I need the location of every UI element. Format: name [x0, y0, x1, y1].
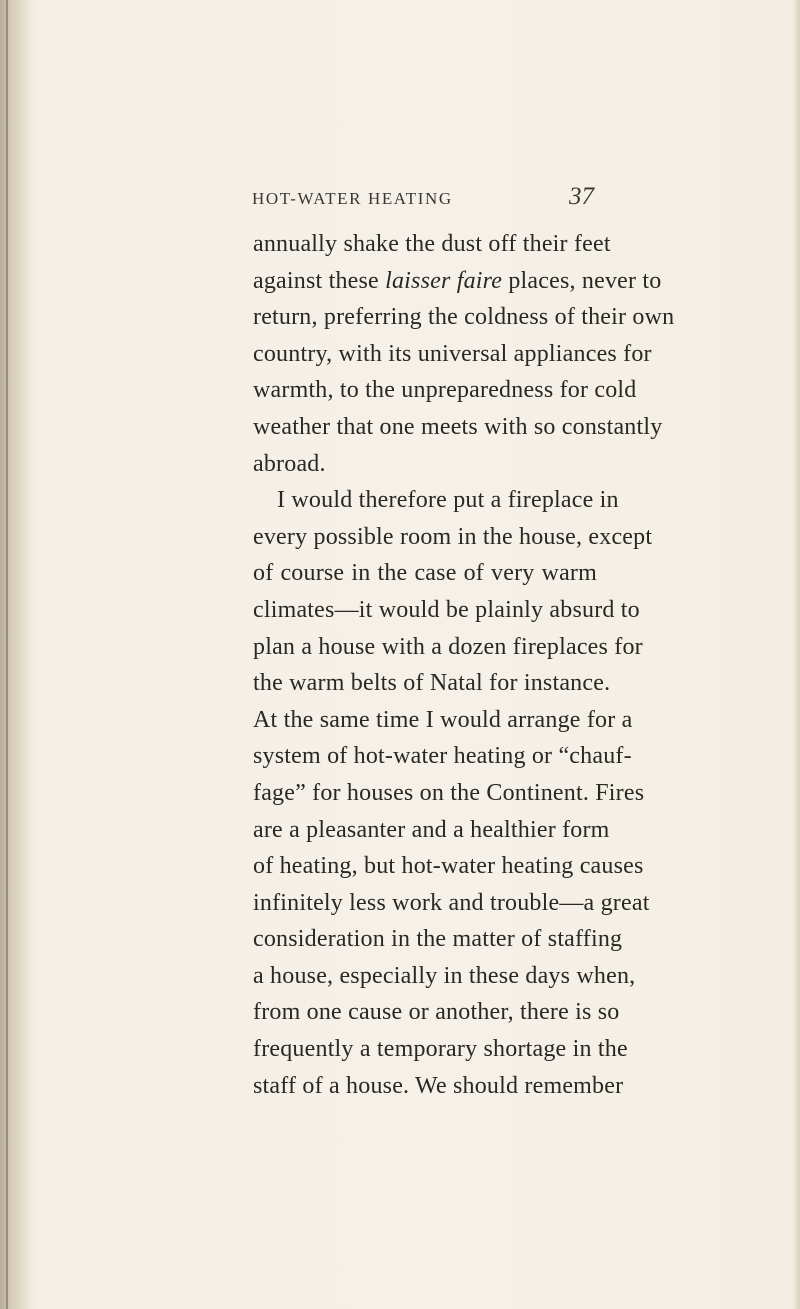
text-line: plan a house with a dozen fireplaces for — [253, 633, 643, 660]
text-line: climates—it would be plainly absurd to — [253, 596, 640, 623]
body-text — [253, 226, 675, 1104]
text-line: staff of a house. We should remember — [253, 1072, 624, 1099]
text-line: abroad. — [253, 450, 326, 477]
text-line: system of hot-water heating or “chauf- — [253, 743, 632, 770]
text-span: places, never to — [502, 267, 662, 294]
text-line: fage” for houses on the Continent. Fires — [253, 779, 645, 806]
text-line: of course in the case of very warm — [253, 560, 597, 587]
text-line — [253, 263, 662, 300]
page-right-edge — [792, 0, 800, 1309]
text-line: a house, especially in these days when, — [253, 962, 636, 989]
text-line: return, preferring the coldness of their own — [253, 304, 675, 331]
running-head-title: HOT-WATER HEATING — [252, 189, 453, 208]
text-line: infinitely less work and trouble—a great — [253, 889, 650, 916]
text-line: the warm belts of Natal for instance. — [253, 670, 611, 697]
text-line: warmth, to the unpreparedness for cold — [253, 377, 637, 404]
text-line: of heating, but hot-water heating causes — [253, 853, 644, 880]
text-line: from one cause or another, there is so — [253, 999, 620, 1026]
text-line: every possible room in the house, except — [253, 523, 653, 550]
text-line: are a pleasanter and a healthier form — [253, 816, 610, 843]
text-line: consideration in the matter of staffing — [253, 926, 623, 953]
text-line: country, with its universal appliances for — [253, 340, 652, 367]
text-line: At the same time I would arrange for a — [253, 706, 633, 733]
text-line: frequently a temporary shortage in the — [253, 1036, 628, 1063]
binding-edge-line — [6, 0, 8, 1309]
text-span: against these — [253, 267, 386, 294]
running-head — [252, 183, 594, 211]
page-number: 37 — [569, 183, 594, 210]
paragraph-start-line: I would therefore put a fireplace in — [277, 487, 619, 514]
text-line: weather that one meets with so constantly — [253, 413, 663, 440]
italic-phrase: laisser faire — [385, 267, 503, 294]
text-line: annually shake the dust off their feet — [253, 231, 611, 257]
